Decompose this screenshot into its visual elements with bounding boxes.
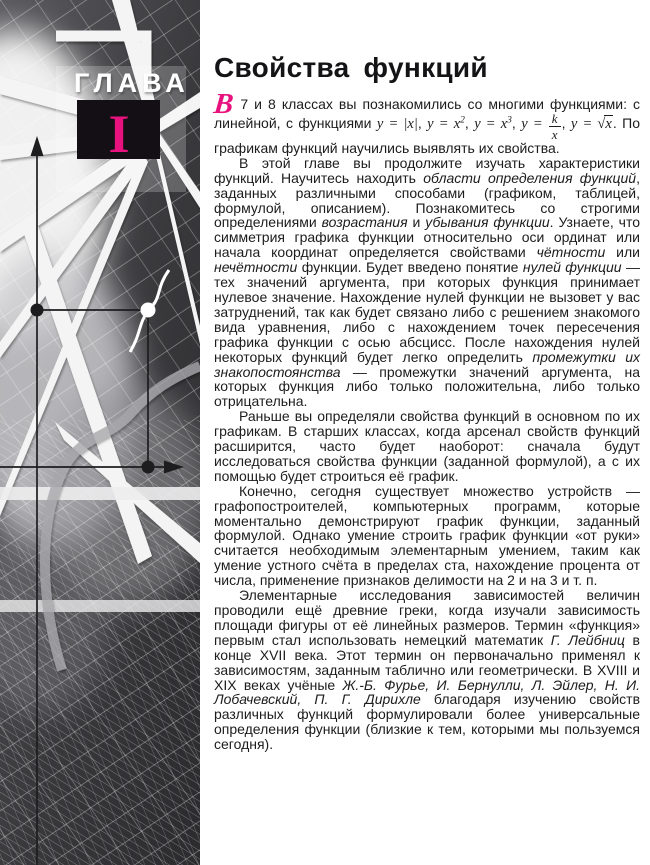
math-fraction: $\frac{k}{x}$ bbox=[549, 112, 561, 141]
chapter-label: ГЛАВА bbox=[74, 68, 190, 98]
text-run: 7 и 8 классах вы познакомились со многими функциями: с линейной, с функциями bbox=[214, 96, 640, 131]
text-run: y = bbox=[521, 115, 548, 132]
chapter-art-panel bbox=[0, 0, 200, 865]
body-text bbox=[212, 88, 641, 753]
text-run: возрастания bbox=[321, 214, 408, 231]
text-run: — промежутки значений аргумента, на которых функция либо только положительна, либо только отрицательна. bbox=[214, 363, 640, 410]
text-run: нулей функции bbox=[522, 259, 622, 276]
text-run: y = |x| bbox=[376, 115, 418, 132]
chapter-artwork bbox=[0, 0, 200, 865]
text-run: Г. Лейбниц bbox=[550, 631, 625, 648]
text-run: благодаря изучению свойств различных функций формулировали более универсальные определения функции (близкие к тем, которыми мы пользуемся сегодня). bbox=[214, 691, 641, 753]
text-run: , bbox=[464, 114, 475, 131]
paragraph bbox=[214, 484, 640, 588]
paragraph bbox=[214, 156, 640, 409]
paragraph bbox=[214, 588, 640, 752]
chapter-numeral: I bbox=[108, 104, 130, 164]
light-band-lower bbox=[0, 600, 200, 612]
dropcap-letter: В bbox=[212, 88, 236, 120]
text-run: . Узнаете, что симметрия графика функции относительно оси ординат или начала координат определяется свойствами bbox=[214, 214, 640, 261]
text-run: 3 bbox=[507, 115, 512, 126]
text-run: области определения функций bbox=[423, 169, 637, 186]
text-run: , заданных различными способами (графиком, таблицей, формулой, описанием). Познакомитесь со строгими определениями bbox=[214, 169, 640, 231]
text-run: чётности bbox=[536, 244, 606, 261]
text-column bbox=[214, 52, 640, 752]
text-run: Ж.-Б. Фурье, И. Бернулли, Л. Эйлер, Н. И. Лобачевский, П. Г. Дирихле bbox=[214, 676, 640, 708]
text-run: , bbox=[561, 114, 571, 131]
text-run: Элементарные исследования зависимостей величин проводили ещё древние греки, когда изучали зависимость площади фигуры от её линейных размеров. Термин «функция» первым стал использовать немецкий математик bbox=[214, 587, 640, 648]
light-band-upper bbox=[0, 487, 200, 500]
text-run: — тех значений аргумента, при которых функция принимает нулевое значение. Нахождение нулей функции не вызовет у вас затруднений, так как будет связано либо с решением знакомого вида уравнения, либо с нахождением точек пересечения графика функции с осью абсцисс. После нахождения нулей некоторых функций будет легко определить bbox=[214, 259, 641, 365]
text-run: Раньше вы определяли свойства функций в основном по их графикам. В старших классах, когда арсенал свойств функций расширится, часто будет наоборот: сначала будут исследоваться свойства функции (заданной формулой), а с их помощью будет строиться её график. bbox=[214, 408, 640, 484]
text-run: функции. Будет введено понятие bbox=[297, 259, 523, 276]
paragraph bbox=[212, 88, 640, 156]
text-run: . По графикам функций научились выявлять их свойства. bbox=[214, 114, 640, 156]
text-run: или bbox=[605, 244, 640, 261]
text-run: промежутки их знакопостоянства bbox=[214, 348, 640, 380]
dense-hatch-2 bbox=[0, 545, 200, 865]
text-run: убывания функции bbox=[425, 214, 550, 231]
text-run: y = bbox=[570, 115, 598, 132]
text-run: , bbox=[417, 114, 428, 131]
text-run: В этой главе вы продолжите изучать характеристики функций. Научитесь находить bbox=[214, 154, 640, 186]
text-run: в конце XVII века. Этот термин он первоначально применял к зависимостям, заданным таблично или геометрически. В XVIII и XIX веках учёные bbox=[214, 631, 640, 693]
chapter-title: Свойства функций bbox=[214, 52, 488, 83]
x-axis-point bbox=[142, 461, 155, 474]
math-sqrt: √x bbox=[597, 115, 612, 132]
text-run: 2 bbox=[460, 115, 465, 126]
text-run: нечётности bbox=[214, 259, 298, 276]
graph-point-marker bbox=[141, 303, 156, 318]
text-run: y = x bbox=[474, 115, 508, 132]
y-axis-point bbox=[31, 304, 44, 317]
text-run: Конечно, сегодня существует множество устройств — графопостроителей, компьютерных программ, которые моментально демонстрируют график функции, заданный формулой. Однако умение строить график функции «от руки» считается необходимым элементарным умением, таким как умение устного счёта в пределах ста, нахождение процента от числа, применение признаков делимости на 2 и на 3 и т. п. bbox=[214, 482, 640, 589]
text-run: , bbox=[511, 114, 522, 131]
text-run: y = x bbox=[427, 115, 461, 132]
paragraph bbox=[214, 409, 640, 484]
text-run: и bbox=[407, 214, 426, 231]
